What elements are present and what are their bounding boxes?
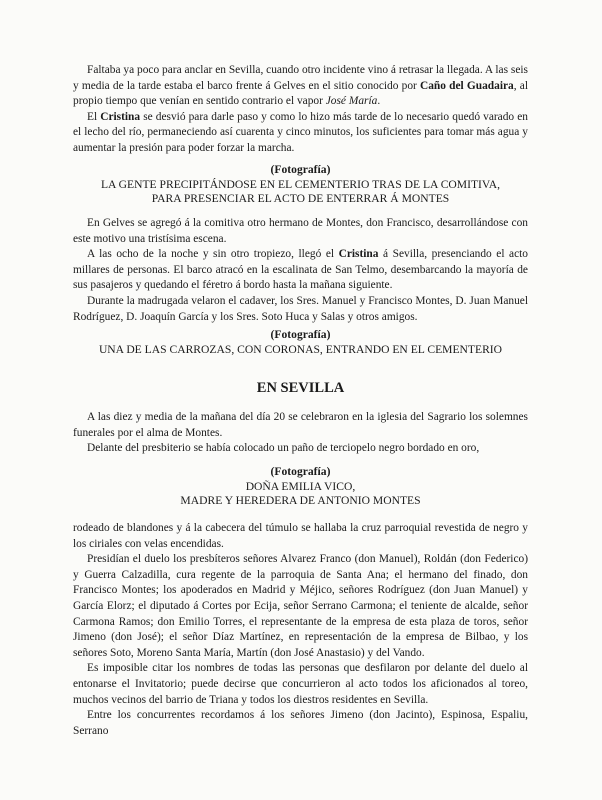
closing-paragraphs [73,521,528,739]
middle-paragraphs [73,216,528,325]
text-run: á Sevilla, presenciando el acto millares de personas. El barco atracó en la escalinata de San Telmo, desembarcando la mayoría de sus pasajeros y quedando el féretro á bordo hasta la mañana siguiente. [73,248,529,292]
ship-name: José María [325,95,378,108]
opening-paragraphs [73,63,528,157]
text-run: se desvió para darle paso y como lo hizo más tarde de lo necesario quedó varado en el lecho del río, permaneciendo así cuarenta y cinco minutos, los suficientes para tomar más agua y aumentar la presión para poder forzar la marcha. [73,110,528,154]
paragraph: Presidían el duelo los presbíteros señores Alvarez Franco (don Manuel), Roldán (don Federico) y Guerra Calzadilla, cura regente de la parroquia de Santa Ana; el hermano del finado, don Francisco Montes; los apoderados en Madrid y Méjico, señores Rodríguez (don Juan Manuel) y García Elorz; el diputado á Cortes por Ecija, señor Serrano Carmona; el teniente de alcalde, señor Carmona Ramos; don Emilio Torres, el representante de la empresa de esta plaza de toros, señor Jimeno (don José); el señor Díaz Martínez, en representación de la empresa de Bilbao, y los señores Soto, Moreno Santa María, Martín (don José Anastasio) y del Vando. [73,553,528,659]
text-run: A las ocho de la noche y sin otro tropiezo, llegó el [87,248,339,261]
sevilla-paragraphs [73,410,528,457]
paragraph [73,63,528,110]
caption-label: (Fotografía) [270,163,331,176]
caption-line: MADRE Y HEREDERA DE ANTONIO MONTES [180,494,421,507]
ship-name: Cristina [338,248,379,261]
text-run: Faltaba ya poco para anclar en Sevilla, cuando otro incidente vino á retrasar la llegada. A las seis y media de la tarde estaba el barco frente á Gelves en el sitio conocido por [73,64,528,92]
caption-line: LA GENTE PRECIPITÁNDOSE EN EL CEMENTERIO TRAS DE LA COMITIVA, [100,177,501,191]
photo-caption-2 [73,328,528,357]
paragraph: rodeado de blandones y á la cabecera del túmulo se hallaba la cruz parroquial revestida de negro y los ciriales con velas encendidas. [73,522,528,550]
section-heading: EN SEVILLA [256,380,345,396]
paragraph: En Gelves se agregó á la comitiva otro hermano de Montes, don Francisco, desarrollándose con este motivo una tristísima escena. [73,217,528,245]
paragraph: A las diez y media de la mañana del día 20 se celebraron en la iglesia del Sagrario los solemnes funerales por el alma de Montes. [73,411,528,439]
paragraph: Entre los concurrentes recordamos á los señores Jimeno (don Jacinto), Espinosa, Espaliu, Serrano [73,709,528,737]
photo-caption-1 [73,163,528,207]
paragraph [73,110,528,157]
caption-line: UNA DE LAS CARROZAS, CON CORONAS, ENTRANDO EN EL CEMENTERIO [98,342,503,356]
paragraph [73,247,528,294]
text-run: El [87,110,101,123]
caption-label: (Fotografía) [270,328,331,341]
place-name: Caño del Guadaira [420,79,514,92]
paragraph: Es imposible citar los nombres de todas las personas que desfilaron por delante del duelo al entonarse el Invitatorio; puede decirse que concurrieron al acto todos los aficionados al toreo, muchos vecinos del barrio de Triana y todos los diestros residentes en Sevilla. [73,662,528,706]
text-run: , al propio tiempo que venían en sentido contrario el vapor [73,79,528,108]
caption-line: PARA PRESENCIAR EL ACTO DE ENTERRAR Á MONTES [151,192,450,205]
text-run: . [377,95,381,108]
paragraph: Delante del presbiterio se había colocado un paño de terciopelo negro bordado en oro, [87,442,480,455]
caption-line: DOÑA EMILIA VICO, [245,479,356,493]
photo-caption-3 [73,465,528,509]
ship-name: Cristina [100,110,141,123]
paragraph: Durante la madrugada velaron el cadaver, los Sres. Manuel y Francisco Montes, D. Juan Manuel Rodríguez, D. Joaquín García y los Sres. Soto Huca y Salas y otros amigos. [73,294,528,323]
caption-label: (Fotografía) [270,465,331,478]
